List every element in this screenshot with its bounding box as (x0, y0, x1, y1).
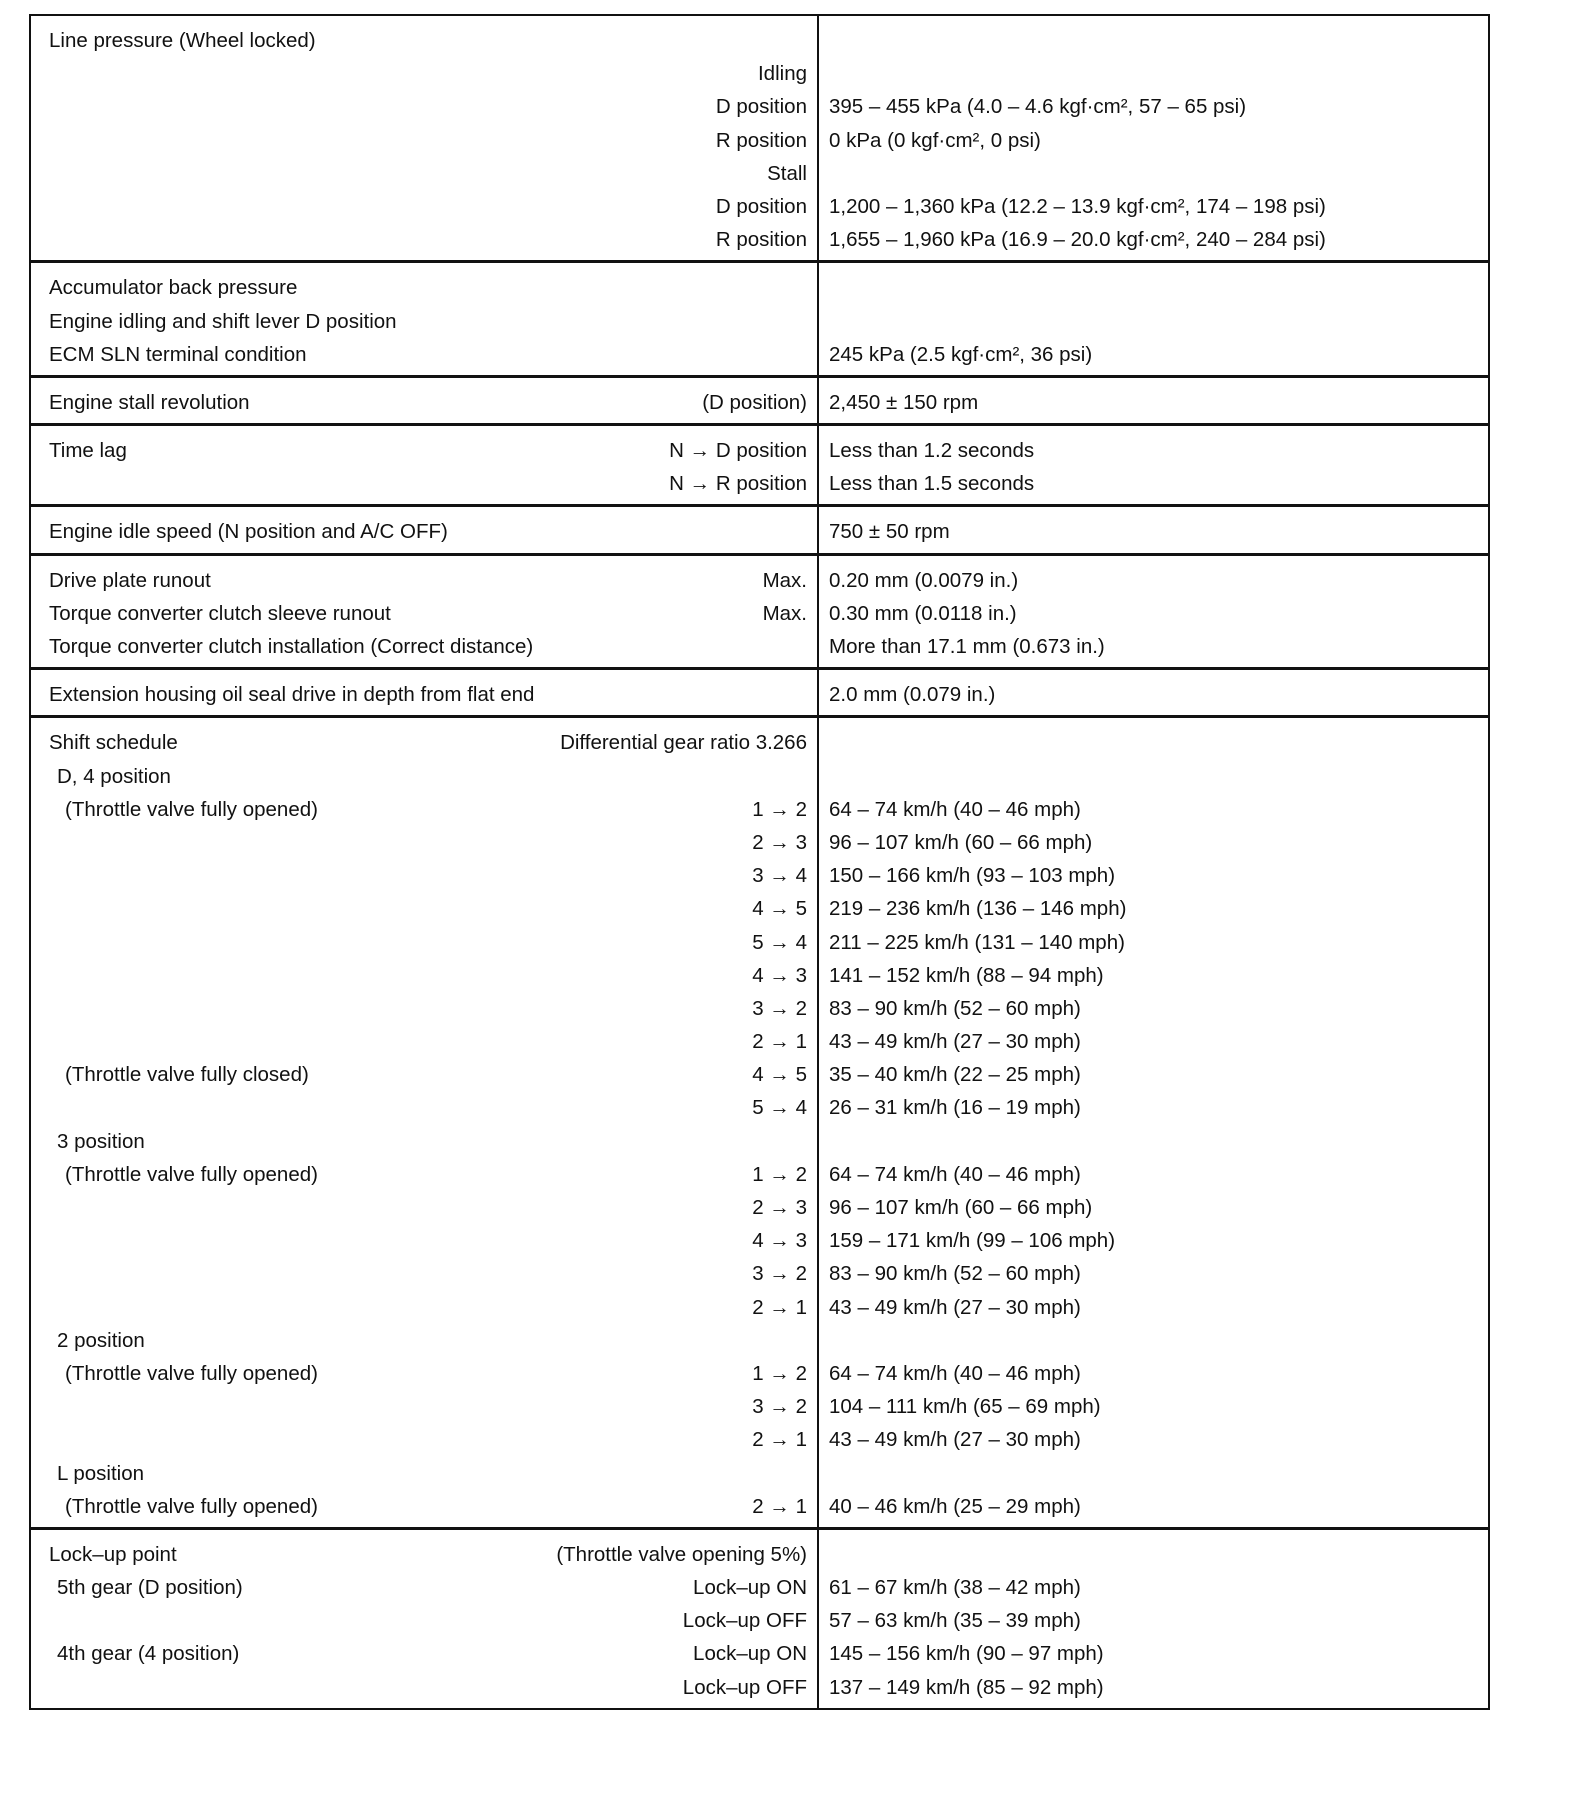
condition-label: 4 → 3 (752, 1229, 807, 1253)
spec-line (49, 515, 807, 548)
spec-value: 96 – 107 km/h (60 – 66 mph) (829, 1196, 1093, 1219)
item-label: Drive plate runout (49, 568, 211, 592)
spec-line (49, 1091, 807, 1124)
item-label (49, 1671, 683, 1704)
spec-line (49, 1025, 807, 1058)
spec-value: More than 17.1 mm (0.673 in.) (829, 635, 1105, 658)
spec-line (49, 1423, 807, 1456)
item-label: L position (57, 1461, 144, 1485)
spec-section (31, 1527, 1488, 1708)
spec-value: 211 – 225 km/h (131 – 140 mph) (829, 930, 1125, 954)
spec-value: 141 – 152 km/h (88 – 94 mph) (829, 963, 1104, 987)
spec-value: 26 – 31 km/h (16 – 19 mph) (829, 1096, 1081, 1120)
spec-line (49, 223, 807, 256)
item-label (49, 1091, 752, 1124)
spec-line (49, 305, 807, 338)
spec-value (829, 305, 1478, 338)
item-label (49, 57, 758, 90)
item-label (49, 1025, 752, 1058)
item-label: Torque converter clutch sleeve runout (49, 601, 391, 625)
item-label: 2 position (57, 1328, 145, 1352)
spec-line (49, 760, 807, 793)
condition-label: 5 → 4 (752, 930, 807, 954)
item-column (31, 378, 819, 423)
condition-label: Max. (762, 601, 807, 625)
spec-line (49, 726, 807, 759)
spec-value (829, 726, 1478, 759)
spec-value (829, 1457, 1478, 1490)
spec-line (49, 1058, 807, 1091)
spec-value: 245 kPa (2.5 kgf·cm², 36 psi) (829, 342, 1093, 366)
item-column (31, 556, 819, 668)
item-label (49, 992, 752, 1025)
item-label (49, 190, 716, 223)
item-label (49, 90, 716, 123)
spec-value: 61 – 67 km/h (38 – 42 mph) (829, 1576, 1081, 1600)
value-column (819, 718, 1488, 1527)
item-label: D, 4 position (57, 764, 171, 788)
item-label (49, 124, 716, 157)
item-label (49, 157, 767, 190)
spec-value (829, 24, 1478, 57)
spec-value: 1,655 – 1,960 kPa (16.9 – 20.0 kgf·cm², 240 – 284 psi) (829, 228, 1326, 252)
condition-label: D position (715, 95, 807, 119)
spec-value (829, 1538, 1478, 1571)
condition-label: Max. (762, 568, 807, 592)
spec-value: 0 kPa (0 kgf·cm², 0 psi) (829, 128, 1041, 152)
item-label (49, 1604, 683, 1637)
condition-label: N → D position (669, 439, 807, 463)
spec-value (829, 57, 1478, 90)
spec-line (49, 190, 807, 223)
spec-line (49, 926, 807, 959)
value-column (819, 670, 1488, 715)
condition-label: 2 → 1 (752, 1428, 807, 1452)
item-label (49, 959, 752, 992)
spec-value: 64 – 74 km/h (40 – 46 mph) (829, 797, 1081, 821)
item-label: Line pressure (Wheel locked) (49, 29, 316, 52)
condition-label: 2 → 1 (752, 1030, 807, 1054)
item-label (49, 1224, 752, 1257)
spec-line (49, 892, 807, 925)
value-column (819, 426, 1488, 504)
item-label: (Throttle valve fully opened) (65, 1162, 318, 1186)
spec-value: 43 – 49 km/h (27 – 30 mph) (829, 1030, 1081, 1054)
condition-label: Lock–up OFF (682, 1609, 807, 1633)
spec-value (829, 1125, 1478, 1158)
item-label (49, 223, 716, 256)
condition-label: 5 → 4 (752, 1096, 807, 1120)
spec-line (49, 597, 807, 630)
item-label: 4th gear (4 position) (57, 1642, 240, 1666)
value-column (819, 16, 1488, 260)
spec-section (31, 667, 1488, 715)
condition-label: 2 → 3 (752, 1196, 807, 1219)
spec-value: 40 – 46 km/h (25 – 29 mph) (829, 1494, 1081, 1518)
condition-label: 1 → 2 (752, 1162, 807, 1186)
item-label: 5th gear (D position) (57, 1576, 243, 1600)
spec-line (49, 1390, 807, 1423)
item-label: (Throttle valve fully opened) (65, 1361, 318, 1385)
item-label (49, 859, 752, 892)
item-column (31, 1530, 819, 1708)
condition-label: Differential gear ratio 3.266 (560, 731, 807, 755)
spec-value: 64 – 74 km/h (40 – 46 mph) (829, 1361, 1081, 1385)
spec-line (49, 90, 807, 123)
item-label (49, 892, 752, 925)
spec-line (49, 826, 807, 859)
spec-value: 750 ± 50 rpm (829, 520, 950, 544)
spec-line (49, 1357, 807, 1390)
spec-line (49, 434, 807, 467)
condition-label: (Throttle valve opening 5%) (556, 1542, 807, 1566)
spec-line (49, 959, 807, 992)
condition-label: 4 → 3 (752, 963, 807, 987)
condition-label: 2 → 3 (752, 830, 807, 854)
specification-table (29, 14, 1490, 1710)
value-column (819, 556, 1488, 668)
condition-label: Lock–up ON (693, 1642, 807, 1666)
item-label: Shift schedule (49, 731, 178, 755)
value-column (819, 378, 1488, 423)
spec-value (829, 157, 1478, 190)
condition-label: 1 → 2 (752, 797, 807, 821)
item-column (31, 670, 819, 715)
spec-line (49, 386, 807, 419)
spec-section (31, 260, 1488, 375)
spec-line (49, 630, 807, 663)
spec-value: 64 – 74 km/h (40 – 46 mph) (829, 1162, 1081, 1186)
condition-label: N → R position (669, 472, 807, 496)
condition-label: Lock–up OFF (682, 1675, 807, 1699)
item-label (49, 1291, 752, 1324)
condition-label: D position (715, 194, 807, 218)
spec-line (49, 1257, 807, 1290)
spec-line (49, 271, 807, 304)
spec-line (49, 57, 807, 90)
spec-line (49, 1324, 807, 1357)
item-label: 3 position (57, 1129, 145, 1153)
spec-line (49, 1125, 807, 1158)
spec-section (31, 553, 1488, 668)
condition-label: 4 → 5 (752, 1063, 807, 1087)
spec-line (49, 992, 807, 1025)
item-column (31, 507, 819, 552)
item-label: Engine idling and shift lever D position (49, 309, 397, 333)
spec-section (31, 715, 1488, 1527)
item-label (49, 1191, 752, 1224)
condition-label: R position (715, 228, 807, 252)
spec-line (49, 1538, 807, 1571)
spec-value: 159 – 171 km/h (99 – 106 mph) (829, 1229, 1116, 1253)
spec-line (49, 1224, 807, 1257)
spec-line (49, 678, 807, 711)
item-label: Lock–up point (49, 1542, 177, 1566)
spec-line (49, 1571, 807, 1604)
item-label: (Throttle valve fully opened) (65, 797, 318, 821)
item-label (49, 467, 669, 500)
item-label: Engine stall revolution (49, 390, 250, 414)
item-label: ECM SLN terminal condition (49, 342, 307, 366)
spec-value (829, 271, 1478, 304)
spec-value: Less than 1.2 seconds (829, 439, 1035, 463)
item-label: (Throttle valve fully closed) (65, 1063, 309, 1087)
value-column (819, 1530, 1488, 1708)
condition-label: Idling (757, 62, 807, 86)
spec-line (49, 1637, 807, 1670)
spec-value (829, 760, 1478, 793)
item-label (49, 926, 752, 959)
spec-line (49, 793, 807, 826)
spec-value: 0.20 mm (0.0079 in.) (829, 568, 1019, 592)
spec-value: 83 – 90 km/h (52 – 60 mph) (829, 1262, 1081, 1286)
spec-line (49, 1191, 807, 1224)
item-label: Extension housing oil seal drive in depth from flat end (49, 683, 535, 707)
condition-label: (D position) (702, 390, 807, 414)
item-label: Accumulator back pressure (49, 276, 298, 300)
spec-value: 83 – 90 km/h (52 – 60 mph) (829, 996, 1081, 1020)
spec-value: 1,200 – 1,360 kPa (12.2 – 13.9 kgf·cm², 174 – 198 psi) (829, 194, 1326, 218)
spec-section (31, 423, 1488, 504)
spec-line (49, 1457, 807, 1490)
item-label (49, 826, 752, 859)
value-column (819, 263, 1488, 375)
spec-value: 35 – 40 km/h (22 – 25 mph) (829, 1063, 1081, 1087)
spec-value: 43 – 49 km/h (27 – 30 mph) (829, 1428, 1081, 1452)
spec-value: 219 – 236 km/h (136 – 146 mph) (829, 897, 1127, 921)
spec-line (49, 1604, 807, 1637)
spec-value: 0.30 mm (0.0118 in.) (829, 601, 1017, 625)
condition-label: 3 → 2 (752, 996, 807, 1020)
condition-label: R position (715, 128, 807, 152)
spec-value: Less than 1.5 seconds (829, 472, 1035, 496)
spec-line (49, 157, 807, 190)
spec-value: 2,450 ± 150 rpm (829, 390, 979, 414)
condition-label: 2 → 1 (752, 1295, 807, 1319)
condition-label: Stall (767, 161, 807, 185)
item-label: Torque converter clutch installation (Correct distance) (49, 635, 534, 658)
item-column (31, 426, 819, 504)
condition-label: 2 → 1 (752, 1494, 807, 1518)
spec-value: 2.0 mm (0.079 in.) (829, 683, 996, 707)
spec-line (49, 1158, 807, 1191)
spec-value: 57 – 63 km/h (35 – 39 mph) (829, 1609, 1081, 1633)
spec-line (49, 467, 807, 500)
item-column (31, 263, 819, 375)
value-column (819, 507, 1488, 552)
spec-section (31, 375, 1488, 423)
spec-value: 150 – 166 km/h (93 – 103 mph) (829, 864, 1116, 888)
spec-value (829, 1324, 1478, 1357)
spec-line (49, 338, 807, 371)
condition-label: 4 → 5 (752, 897, 807, 921)
spec-value: 104 – 111 km/h (65 – 69 mph) (829, 1395, 1101, 1419)
condition-label: 3 → 2 (752, 1262, 807, 1286)
spec-section (31, 16, 1488, 260)
spec-line (49, 1490, 807, 1523)
spec-value: 96 – 107 km/h (60 – 66 mph) (829, 830, 1093, 854)
item-label: Engine idle speed (N position and A/C OFF) (49, 520, 448, 544)
item-label: (Throttle valve fully opened) (65, 1494, 318, 1518)
spec-value: 145 – 156 km/h (90 – 97 mph) (829, 1642, 1104, 1666)
spec-line (49, 859, 807, 892)
spec-line (49, 1671, 807, 1704)
condition-label: Lock–up ON (693, 1576, 807, 1600)
item-column (31, 718, 819, 1527)
spec-line (49, 124, 807, 157)
item-label (49, 1257, 752, 1290)
item-column (31, 16, 819, 260)
spec-line (49, 1291, 807, 1324)
spec-section (31, 504, 1488, 552)
item-label (49, 1423, 752, 1456)
spec-line (49, 564, 807, 597)
spec-value: 137 – 149 km/h (85 – 92 mph) (829, 1675, 1104, 1699)
condition-label: 1 → 2 (752, 1361, 807, 1385)
item-label (49, 1390, 752, 1423)
spec-value: 43 – 49 km/h (27 – 30 mph) (829, 1295, 1081, 1319)
spec-line (49, 24, 807, 57)
item-label: Time lag (49, 439, 127, 463)
condition-label: 3 → 4 (752, 864, 807, 888)
condition-label: 3 → 2 (752, 1395, 807, 1419)
spec-value: 395 – 455 kPa (4.0 – 4.6 kgf·cm², 57 – 65 psi) (829, 95, 1247, 119)
